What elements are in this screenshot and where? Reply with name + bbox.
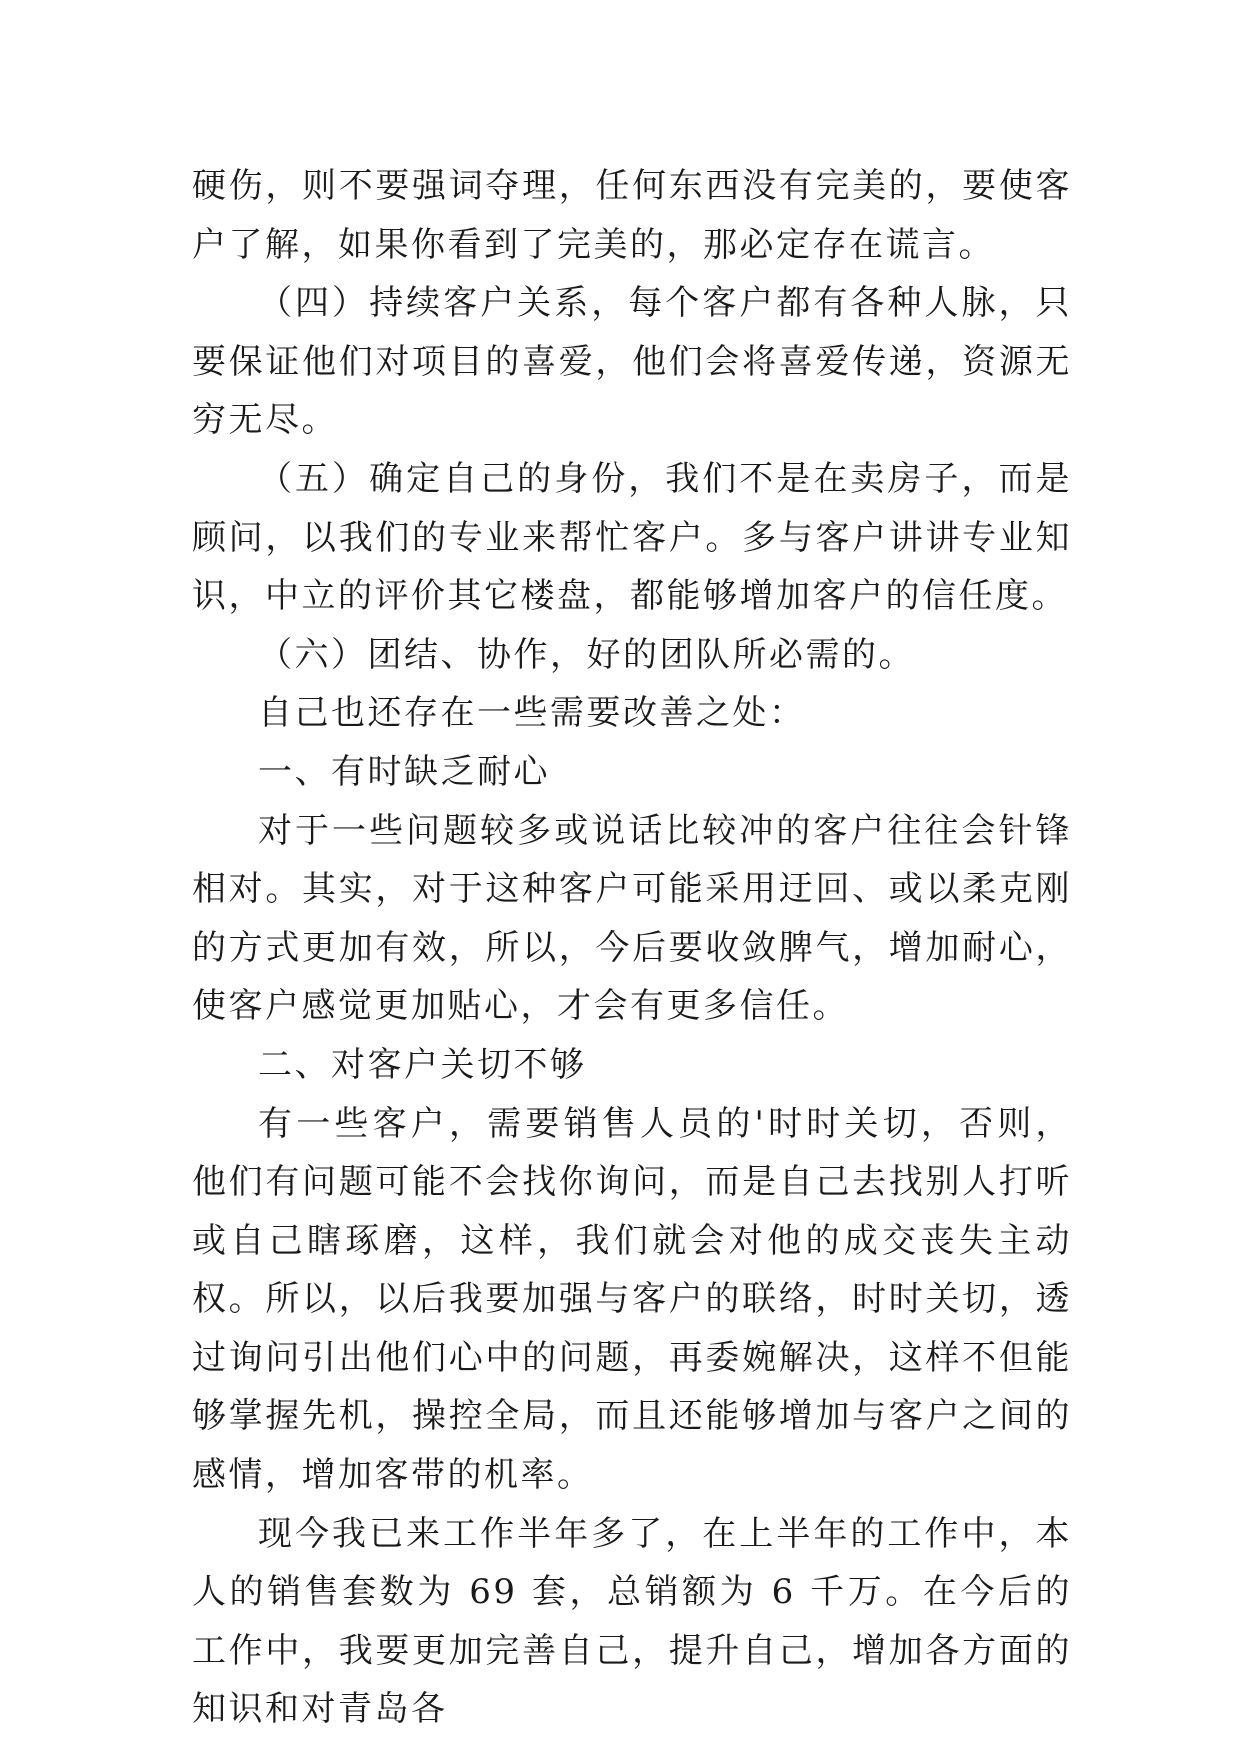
paragraph-1: 硬伤，则不要强词夺理，任何东西没有完美的，要使客户了解，如果你看到了完美的，那必定存在谎言。	[192, 166, 1072, 265]
paragraph-5: 自己也还存在一些需要改善之处：	[258, 693, 806, 734]
section-heading-1: 一、有时缺乏耐心	[258, 751, 550, 792]
paragraph-7: 对于一些问题较多或说话比较冲的客户往往会针锋相对。其实，对于这种客户可能采用迂回、或以柔克刚的方式更加有效，所以，今后要收敛脾气，增加耐心，使客户感觉更加贴心，才会有更多信任。	[192, 810, 1072, 1027]
section-heading-2: 二、对客户关切不够	[258, 1044, 587, 1085]
paragraph-3: （五）确定自己的身份，我们不是在卖房子，而是顾问，以我们的专业来帮忙客户。多与客户讲讲专业知识，中立的评价其它楼盘，都能够增加客户的信任度。	[192, 458, 1072, 617]
paragraph-2: （四）持续客户关系，每个客户都有各种人脉，只要保证他们对项目的喜爱，他们会将喜爱传递，资源无穷无尽。	[192, 283, 1072, 441]
paragraph-9: 有一些客户，需要销售人员的'时时关切，否则，他们有问题可能不会找你询问，而是自己去找别人打听或自己瞎琢磨，这样，我们就会对他的成交丧失主动权。所以，以后我要加强与客户的联络，时时关切，透过询问引出他们心中的问题，再委婉解决，这样不但能够掌握先机，操控全局，而且还能够增加与客户之间的感情，增加客带的机率。	[192, 1103, 1072, 1496]
paragraph-10: 现今我已来工作半年多了，在上半年的工作中，本人的销售套数为 69 套，总销额为 6 千万。在今后的工作中，我要更加完善自己，提升自己，增加各方面的知识和对青岛各	[192, 1513, 1072, 1730]
document-body	[192, 157, 1072, 1739]
paragraph-4: （六）团结、协作，好的团队所必需的。	[258, 634, 915, 675]
